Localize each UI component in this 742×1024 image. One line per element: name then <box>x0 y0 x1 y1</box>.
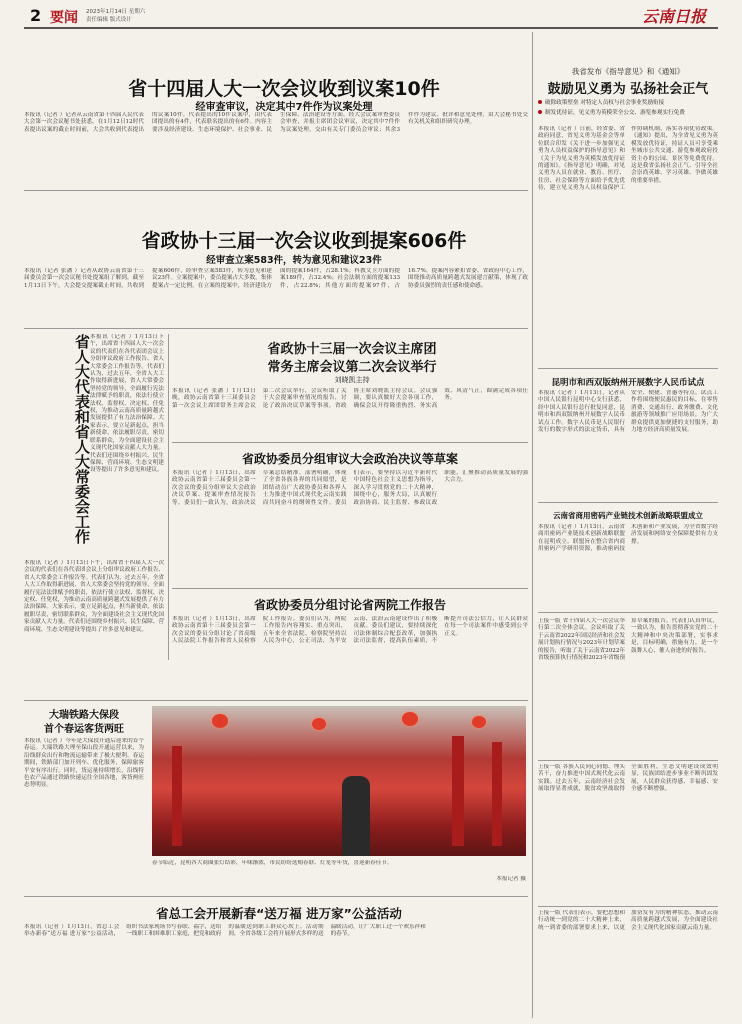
article-cppcc-presidium <box>172 334 528 440</box>
divider <box>538 502 718 503</box>
new-year-market-photo <box>152 706 526 856</box>
lantern-decoration <box>472 716 486 728</box>
body-digital-rmb: 本报讯（记者 ）1月13日，记者从中国人民银行昆明中心支行获悉，经中国人民银行总行批复同意，昆明市和西双版纳州开展数字人民币试点工作。数字人民币是人民银行发行的数字形式的法定货币，具有安全、便捷、普惠等特点。试点工作将围绕便民惠民的目标，在零售消费、交通出行、政务缴费、文化旅游等领域推广应用场景，为广大群众提供更加便捷的支付服务，助力地方经济高质量发展。 <box>538 390 718 434</box>
divider <box>172 588 528 589</box>
divider <box>172 442 528 443</box>
date-line: 2023年1月14日 星期六 <box>86 9 146 15</box>
body-npc-motions: 本报讯（记者 ）记者从云南省第十四届人民代表大会第一次会议秘书处获悉，在1月12日12时代表提出议案的截止时间前，大会共收到代表提出的议案10件。代表提出的10件议案中，由代表团提出的有4件，代表联名提出的有6件。内容主要涉及经济建设、生态环境保护、社会事业、民生保障、法治建设等方面。经大会议案审查委员会审查，并报主席团会议审议，决定其中7件作为议案处理，交由有关专门委员会审议；其余3件作为建议、批评和意见处理，由大会秘书处交有关机关和组织研究办理。 <box>24 112 528 133</box>
bullet-dot-icon <box>538 110 542 114</box>
bullet-1 <box>538 100 718 107</box>
bullet-1-text: 破除政策壁垒 对特定人员权与社会事业奖励衔接 <box>545 100 665 106</box>
continued-article-1: 上接一版 省十四届人大一次会议举行第二次全体会议。会议听取了关于云南省2022年国民经济和社会发展计划执行情况与2023年计划草案的报告，听取了关于云南省2022年省级预算执行情况和2023年省级预算草案的报告。代表们认真审议，一致认为，报告贯彻落实党的二十大精神和中央决策部署，实事求是，目标明确，措施有力，是一个鼓舞人心、催人奋进的好报告。 <box>538 618 718 662</box>
shopper-figure <box>342 776 370 856</box>
headline-cppcc-presidium-2: 常务主席会议第二次会议举行 <box>267 360 437 375</box>
headline-bravery: 鼓励见义勇为 弘扬社会正气 <box>547 82 709 97</box>
article-digital-rmb <box>538 372 718 502</box>
page-number: 2 <box>30 6 42 25</box>
subhead-npc-motions: 经审查审议，决定其中7件作为议案处理 <box>195 102 373 113</box>
couplet-stall <box>452 736 464 846</box>
kicker-bravery: 我省发布《指导意见》和《通知》 <box>571 67 685 76</box>
article-cppcc-courts <box>172 592 528 688</box>
bullet-2-text: 制发优待证，见义勇为英模荣全公交、游览参观实行免费 <box>545 110 685 116</box>
body-union-blessings: 本报讯（记者 ）1月13日，省总工会举办新春“送万福 进万家”公益活动，组织书法家现场书写春联、福字，送给一线职工和困难职工家庭，把党和政府的温暖送到职工群众心坎上。活动期间，全省各级工会将开展形式多样的送温暖活动，让广大职工过一个欢乐祥和的春节。 <box>24 924 426 938</box>
headline-cppcc-proposals: 省政协十三届一次会议收到提案606件 <box>141 230 467 252</box>
body-cppcc-courts: 本报讯（记者 ）1月13日，出席政协云南省第十三届委员会第一次会议的委员分组讨论了省高级人民法院工作报告和省人民检察院工作报告。委员们认为，两院工作报告内容翔实、重点突出，五年来全省法院、检察院坚持以人民为中心，公正司法，为平安云南、法治云南建设作出了积极贡献。委员们建议，要持续深化司法体制综合配套改革，加强执法司法监督，提高队伍素质，不断提升司法公信力，让人民群众在每一个司法案件中感受到公平正义。 <box>172 616 528 645</box>
continued-article-2: 上接一版 各族人民同心同德、埋头苦干，奋力推进中国式现代化云南实践。过去五年，云南经济社会发展取得显著成就，脱贫攻坚战取得全面胜利，生态文明建设成效明显，民族团结进步事业不断巩固发展，人民群众获得感、幸福感、安全感不断增强。 <box>538 764 718 793</box>
article-cryptography <box>538 506 718 612</box>
headline-railway-2: 首个春运客货两旺 <box>44 724 124 735</box>
bullet-dot-icon <box>538 100 542 104</box>
vertical-headline-npc-reports: 省人大代表和省人大常委会工作 <box>73 334 91 544</box>
article-npc-reports <box>24 334 164 660</box>
body-cppcc-presidium: 本报讯（记者 张潘 ）1月13日晚，政协云南省第十三届委员会第一次会议主席团常务主席会议第二次会议举行，会议听取了关于大会提案审查情况的报告，讨论了政治决议草案等事项。省政协主席刘晓凯主持会议。会议强调，要认真做好大会各项工作，确保会议开得隆重热烈、务实高效、风清气正，圆满完成各项任务。 <box>172 388 528 409</box>
subhead-cppcc-proposals: 经审查立案583件，转为意见和建议23件 <box>206 255 382 266</box>
presider-line: 刘晓凯主持 <box>334 376 370 384</box>
masthead-logo: 云南日报 <box>641 7 706 26</box>
article-railway <box>24 706 144 892</box>
column-divider <box>532 32 533 1018</box>
body-cppcc-proposals: 本报讯（记者 张潘 ）记者从政协云南省第十三届委员会第一次会议秘书处提案组了解到，截至1月13日下午，大会提交提案截止时间，共收到提案606件，经审查立案583件，转为意见和建议23件。立案提案中，委员提案占大多数，集体提案占一定比例。在立案的提案中，经济建设方面的提案164件，占28.1%；科教文卫方面的提案189件，占32.4%；社会法制方面的提案133件，占22.8%；其他方面的提案97件，占16.7%。提案内容紧扣省委、省政府中心工作，围绕推动高质量跨越式发展建言献策，体现了政协委员强烈的责任感和使命感。 <box>24 268 528 289</box>
divider <box>538 368 718 369</box>
article-bravery <box>538 66 718 366</box>
lantern-decoration <box>212 714 228 728</box>
couplet-stall <box>492 742 502 846</box>
bullet-2 <box>538 110 718 117</box>
headline-cryptography: 云南省商用密码产业链技术创新战略联盟成立 <box>553 511 703 520</box>
photo-credit: 本报记者 摄 <box>496 876 526 882</box>
body-npc-reports-bottom: 本报讯（记者 ）1月13日下午，出席省十四届人大一次会议的代表们在各代表团会议上分组审议政府工作报告、省人大常委会工作报告等。代表们认为，过去五年，全省人大工作取得新进展，省人大常委会坚持党的领导，全面履行宪法法律赋予的职责，依法行使立法权、监督权、决定权、任免权，为推动云南高质量跨越式发展提供了有力法治保障。大家表示，要立足新起点，担当新使命，依法履职尽责，密切联系群众，为全面建设社会主义现代化国家贡献人大力量。代表们还围绕乡村振兴、民生保障、营商环境、生态文明建设等提出了许多意见和建议。 <box>24 560 164 633</box>
body-bravery: 本报讯（记者 ）日前，经省委、省政府同意，省见义勇为基金会等单位联合印发《关于进一步加强见义勇为人员权益保护的指导意见》和《关于为见义勇为英模发放优待证的通知》。《指导意见》明确，对见义勇为人员在就业、教育、医疗、住房、社会保险等方面给予优先优待，建立见义勇为人员权益保护工作协调机制，落实各项优待政策。《通知》提出，为全省见义勇为英模发放优待证，持证人员可享受乘坐城市公共交通、游览参观政府投资主办的公园、景区等免费优待。这是我省弘扬社会正气、引导全社会崇尚英雄、学习英雄、争做英雄的重要举措。 <box>538 126 718 192</box>
headline-cppcc-resolution: 省政协委员分组审议大会政治决议等草案 <box>241 452 458 466</box>
headline-union-blessings: 省总工会开展新春“送万福 进万家”公益活动 <box>156 906 402 921</box>
continued-article-3: 上接一版 代表们表示，要把思想和行动统一到党的二十大精神上来，统一到省委的部署要求上来，以更加奋发有为的精神状态，推动云南高质量跨越式发展，为全面建设社会主义现代化国家贡献云南力量。 <box>538 910 718 931</box>
divider <box>538 612 718 613</box>
headline-railway-1: 大瑞铁路大保段 <box>49 710 119 721</box>
headline-npc-motions: 省十四届人大一次会议收到议案10件 <box>128 78 440 100</box>
body-cppcc-resolution: 本报讯（记者 ）1月13日，出席政协云南省第十三届委员会第一次会议的委员分组审议大会政治决议草案、提案审查情况报告等。委员们一致认为，政治决议草案总结精准、部署明确，体现了全省各族各界的共同愿望，是团结动员广大政协委员和各界人士为推进中国式现代化云南实践而共同奋斗的纲领性文件。委员们表示，要坚持以习近平新时代中国特色社会主义思想为指导，深入学习贯彻党的二十大精神，围绕中心，服务大局，认真履行政治协商、民主监督、参政议政职能，汇聚推动高质量发展的强大合力。 <box>172 470 528 506</box>
page-header <box>12 4 732 24</box>
divider <box>168 334 169 660</box>
divider <box>538 760 718 761</box>
body-npc-reports-top: 本报讯（记者 ）1月13日下午，出席省十四届人大一次会议的代表们在各代表团会议上分组审议政府工作报告、省人大常委会工作报告等。代表们认为，过去五年，全省人大工作取得新进展，省人大常委会坚持党的领导，全面履行宪法法律赋予的职责，依法行使立法权、监督权、决定权、任免权，为推动云南高质量跨越式发展提供了有力法治保障。大家表示，要立足新起点，担当新使命，依法履职尽责，密切联系群众，为全面建设社会主义现代化国家贡献人大力量。代表们还围绕乡村振兴、民生保障、营商环境、生态文明建设等提出了许多意见和建议。 <box>90 334 164 474</box>
photo-caption: 春节临近，昆明各大商圈张灯结彩，年味渐浓，市民纷纷选购春联、灯笼等年货，喜迎新春佳节。 <box>152 860 393 866</box>
article-npc-motions <box>24 34 528 184</box>
headline-digital-rmb: 昆明市和西双版纳州开展数字人民币试点 <box>551 378 705 388</box>
divider <box>24 190 528 191</box>
headline-cppcc-presidium-1: 省政协十三届一次会议主席团 <box>267 342 437 357</box>
divider <box>24 896 528 897</box>
article-cppcc-resolution <box>172 446 528 566</box>
divider <box>538 906 718 907</box>
article-union-blessings <box>24 900 528 1018</box>
divider <box>24 328 528 329</box>
divider <box>24 700 528 701</box>
section-name: 要闻 <box>50 10 78 26</box>
body-cryptography: 本报讯（记者 ）1月13日，云南省商用密码产业链技术创新战略联盟在昆明成立。联盟旨在整合省内商用密码产学研用资源，推动密码技术创新和产业发展，为全省数字经济发展和网络安全保障提供有力支撑。 <box>538 524 718 553</box>
lantern-decoration <box>402 712 418 726</box>
headline-cppcc-courts: 省政协委员分组讨论省两院工作报告 <box>253 598 446 612</box>
article-cppcc-proposals <box>24 196 528 326</box>
couplet-stall <box>172 746 182 846</box>
editor-line: 责任编辑 版式设计 <box>86 17 132 23</box>
header-rule <box>24 27 718 29</box>
body-railway: 本报讯（记者 ）今年是大保段开通后迎来的首个春运。大瑞铁路大理至保山段开通运营以来，为沿线群众出行和物流运输带来了极大便利。春运期间，铁路部门加开列车、优化服务，保障旅客平安有序出行。同时，货运量持续增长，沿线特色农产品通过铁路快速运往全国各地，客货两旺态势明显。 <box>24 738 144 789</box>
lantern-decoration <box>312 718 326 730</box>
